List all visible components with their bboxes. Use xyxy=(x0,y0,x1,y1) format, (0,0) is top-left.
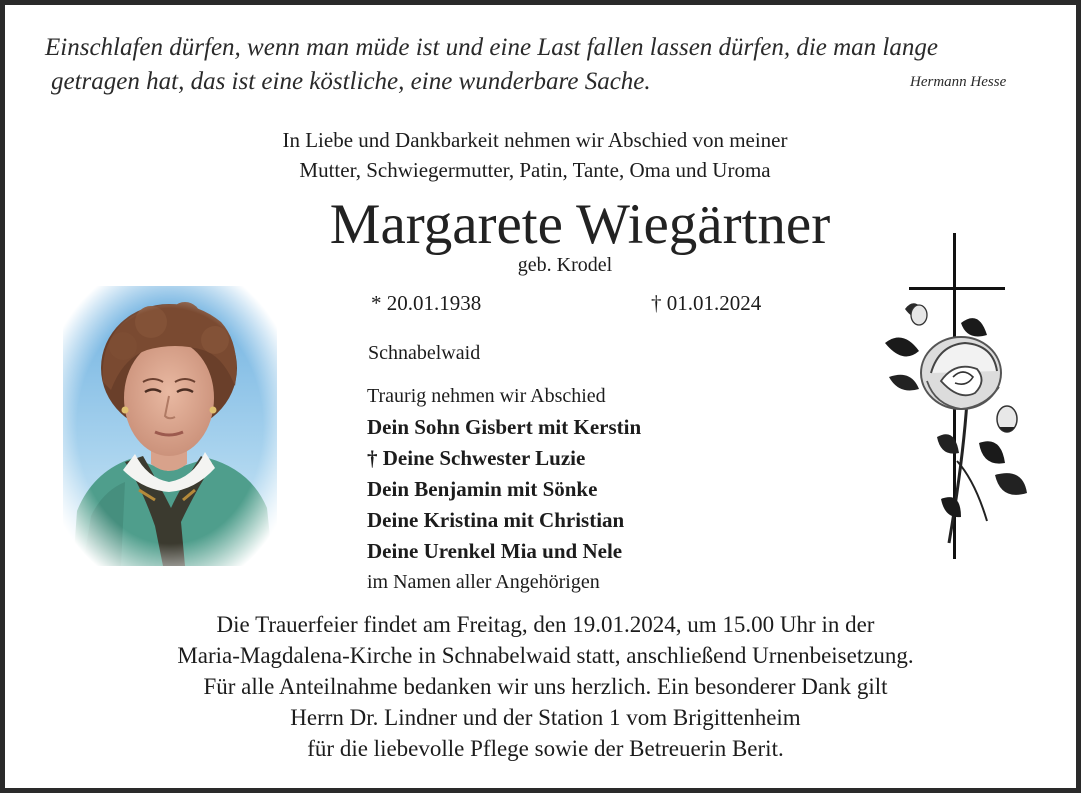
intro-line-2: Mutter, Schwiegermutter, Patin, Tante, Oma und Uroma xyxy=(299,158,771,182)
quote-author: Hermann Hesse xyxy=(910,74,1007,90)
death-date: † 01.01.2024 xyxy=(651,291,762,315)
mourner-name: † Deine Schwester Luzie xyxy=(367,446,586,470)
service-details xyxy=(25,609,1066,764)
cross-with-rose-icon xyxy=(875,231,1035,563)
service-line: Maria-Magdalena-Kirche in Schnabelwaid statt, anschließend Urnenbeisetzung. xyxy=(177,643,914,668)
service-line: für die liebevolle Pflege sowie der Betreuerin Berit. xyxy=(307,736,784,761)
mourner-name: Dein Sohn Gisbert mit Kerstin xyxy=(367,415,642,439)
mourner-name: Dein Benjamin mit Sönke xyxy=(367,477,598,501)
intro-line-1: In Liebe und Dankbarkeit nehmen wir Abschied von meiner xyxy=(282,128,788,152)
mourners-list xyxy=(367,381,641,598)
quote-line-1: Einschlafen dürfen, wenn man müde ist und eine Last fallen lassen dürfen, die man lange xyxy=(45,34,938,61)
intro-text xyxy=(155,125,915,185)
mourner-name: Deine Kristina mit Christian xyxy=(367,508,625,532)
mourners-intro: Traurig nehmen wir Abschied xyxy=(367,385,606,407)
quote-line-2: getragen hat, das ist eine köstliche, eine wunderbare Sache. xyxy=(51,68,651,95)
birth-date: * 20.01.1938 xyxy=(371,291,482,315)
service-line: Die Trauerfeier findet am Freitag, den 19.01.2024, um 15.00 Uhr in der xyxy=(216,612,875,637)
mourners-closing: im Namen aller Angehörigen xyxy=(367,571,600,593)
portrait-photo xyxy=(63,286,277,566)
service-line: Für alle Anteilnahme bedanken wir uns herzlich. Ein besonderer Dank gilt xyxy=(203,674,888,699)
service-line: Herrn Dr. Lindner und der Station 1 vom Brigittenheim xyxy=(290,705,801,730)
quote xyxy=(45,31,1050,99)
mourner-name: Deine Urenkel Mia und Nele xyxy=(367,539,623,563)
deceased-name: Margarete Wiegärtner xyxy=(329,193,831,256)
maiden-name: geb. Krodel xyxy=(517,254,613,276)
hometown: Schnabelwaid xyxy=(368,342,481,364)
